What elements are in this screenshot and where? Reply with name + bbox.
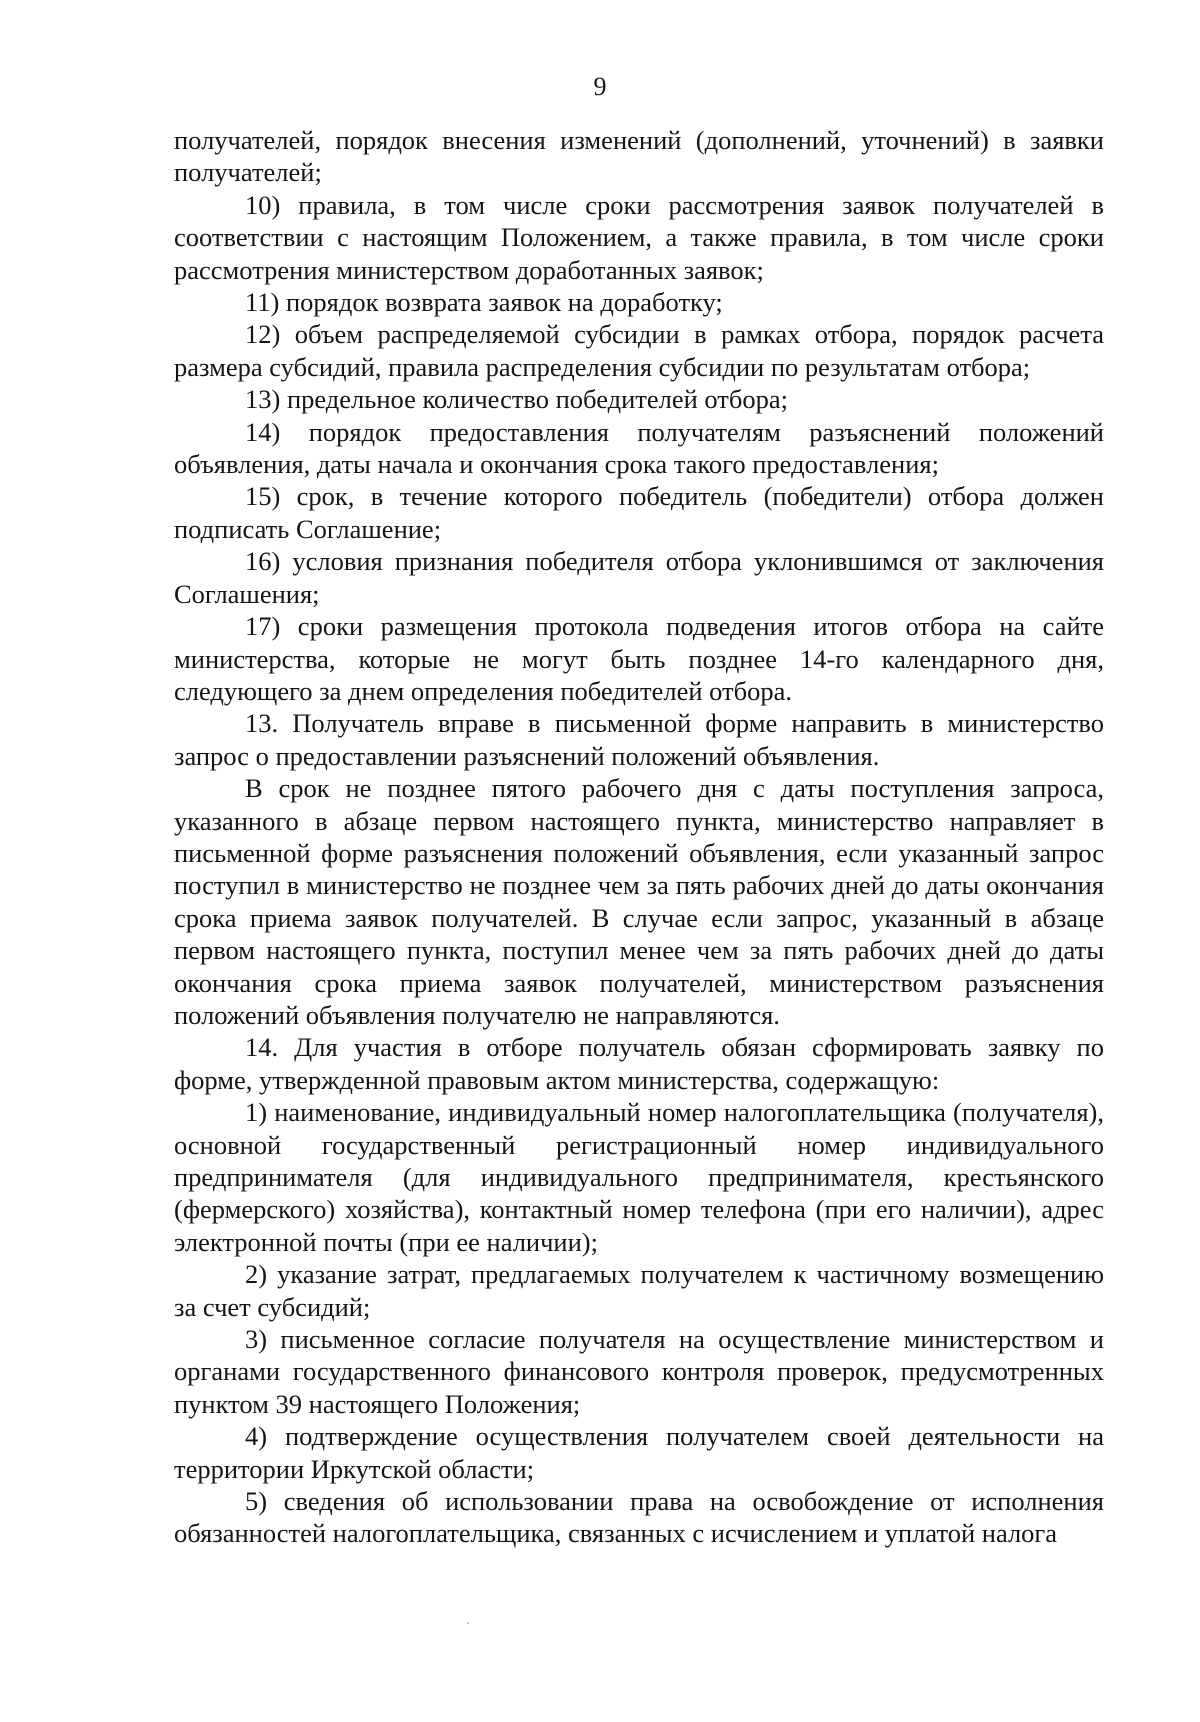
scan-speck — [467, 1622, 469, 1624]
paragraph: 2) указание затрат, предлагаемых получателем к частичному возмещению за счет субсидий; — [174, 1259, 1104, 1322]
paragraph: 1) наименование, индивидуальный номер налогоплательщика (получателя), основной государственный регистрационный номер индивидуального предпринимателя (для индивидуального предпринимателя, крестьянского (фермерского) хозяйства), контактный номер телефона (при его наличии), адрес электронной почты (при ее наличии); — [174, 1097, 1104, 1257]
paragraph: В срок не позднее пятого рабочего дня с даты поступления запроса, указанного в абзаце первом настоящего пункта, министерство направляет в письменной форме разъяснения положений объявления, если указанный запрос поступил в министерство не позднее чем за пять рабочих дней до даты окончания срока приема заявок получателей. В случае если запрос, указанный в абзаце первом настоящего пункта, поступил менее чем за пять рабочих дней до даты окончания срока приема заявок получателей, министерством разъяснения положений объявления получателю не направляются. — [174, 773, 1104, 1030]
paragraph: 5) сведения об использовании права на освобождение от исполнения обязанностей налогоплательщика, связанных с исчислением и уплатой налога — [174, 1486, 1104, 1549]
document-body — [174, 124, 1104, 1550]
paragraph: получателей, порядок внесения изменений (дополнений, уточнений) в заявки получателей; — [174, 125, 1104, 188]
paragraph: 10) правила, в том числе сроки рассмотрения заявок получателей в соответствии с настоящим Положением, а также правила, в том числе сроки рассмотрения министерством доработанных заявок; — [174, 189, 1104, 285]
paragraph: 13. Получатель вправе в письменной форме направить в министерство запрос о предоставлении разъяснений положений объявления. — [174, 708, 1104, 771]
paragraph: 12) объем распределяемой субсидии в рамках отбора, порядок расчета размера субсидий, правила распределения субсидии по результатам отбора; — [174, 319, 1104, 382]
paragraph: 14. Для участия в отборе получатель обязан сформировать заявку по форме, утвержденной правовым актом министерства, содержащую: — [174, 1032, 1104, 1095]
paragraph: 3) письменное согласие получателя на осуществление министерством и органами государственного финансового контроля проверок, предусмотренных пунктом 39 настоящего Положения; — [174, 1324, 1104, 1419]
paragraph: 13) предельное количество победителей отбора; — [245, 384, 788, 415]
paragraph: 17) сроки размещения протокола подведения итогов отбора на сайте министерства, которые не могут быть позднее 14-го календарного дня, следующего за днем определения победителей отбора. — [174, 611, 1104, 706]
paragraph: 4) подтверждение осуществления получателем своей деятельности на территории Иркутской области; — [174, 1421, 1104, 1484]
paragraph: 14) порядок предоставления получателям разъяснений положений объявления, даты начала и окончания срока такого предоставления; — [174, 416, 1104, 480]
page-number: 9 — [593, 72, 607, 101]
paragraph: 15) срок, в течение которого победитель (победители) отбора должен подписать Соглашение; — [174, 481, 1104, 544]
paragraph: 11) порядок возврата заявок на доработку; — [245, 287, 723, 318]
paragraph: 16) условия признания победителя отбора уклонившимся от заключения Соглашения; — [174, 546, 1104, 609]
